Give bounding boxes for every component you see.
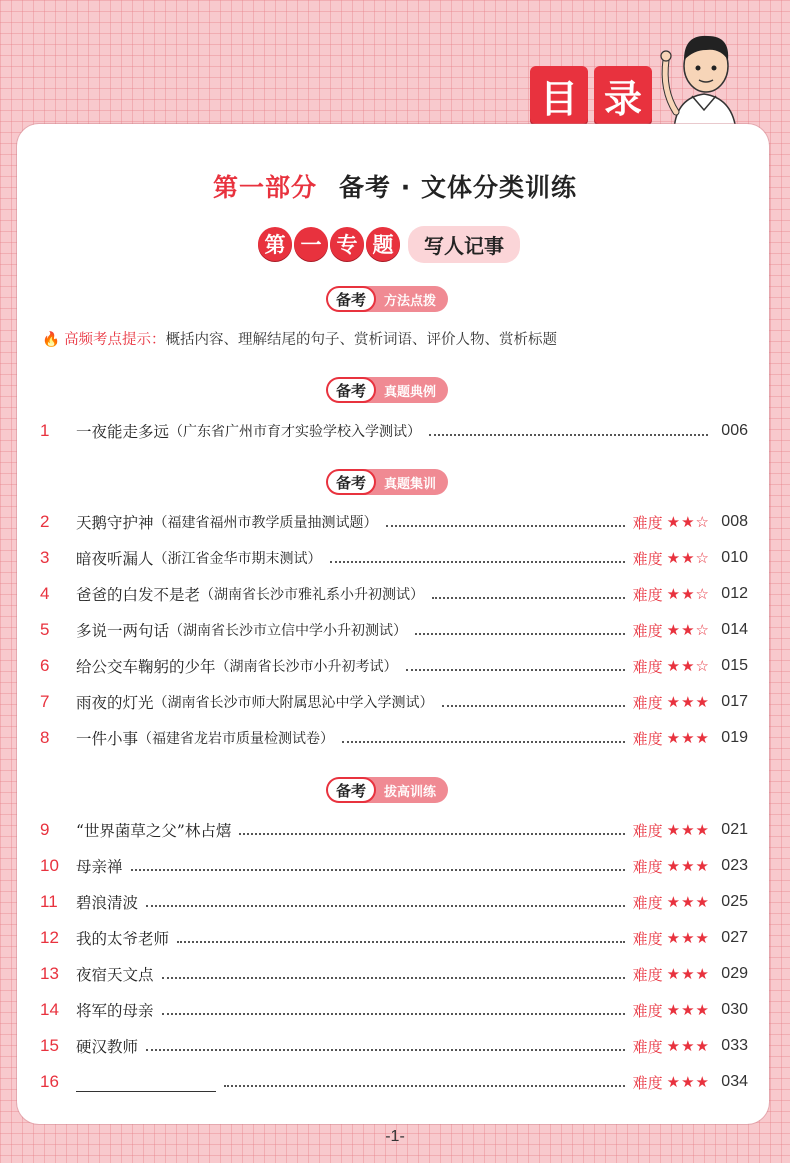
entry-page: 025	[721, 893, 748, 910]
leader-dots	[429, 434, 708, 436]
entry-page: 006	[721, 422, 748, 439]
topic-char: 第	[258, 227, 292, 261]
leader-dots	[432, 597, 625, 599]
entry-title: 天鹅守护神	[76, 514, 154, 532]
entry-source: （福建省福州市教学质量抽测试题）	[153, 515, 378, 531]
section-left: 备考	[326, 777, 376, 803]
entry-number: 1	[40, 421, 50, 440]
section-left: 备考	[326, 377, 376, 403]
entry-source: （湖南省长沙市师大附属思沁中学入学测试）	[153, 695, 434, 711]
leader-dots	[239, 833, 624, 835]
toc-entry-5[interactable]	[40, 615, 748, 645]
entry-source: （福建省龙岩市质量检测试卷）	[138, 731, 335, 747]
difficulty-stars: ★★☆	[666, 549, 710, 567]
difficulty-label: 难度	[632, 1037, 663, 1056]
entry-title: 一件小事	[76, 730, 139, 748]
topic-name: 写人记事	[408, 226, 520, 263]
entry-page: 030	[721, 1001, 748, 1018]
difficulty-label: 难度	[632, 549, 663, 568]
part-title	[0, 168, 790, 204]
difficulty-stars: ★★★	[666, 821, 710, 839]
difficulty-label: 难度	[632, 1001, 663, 1020]
entry-title: 碧浪清波	[76, 894, 139, 912]
entry-page: 034	[721, 1073, 748, 1090]
topic-char: 题	[366, 227, 400, 261]
difficulty-stars: ★★★	[666, 1001, 710, 1019]
boy-pointing-icon	[654, 20, 754, 130]
part-name: 备考 · 文体分类训练	[339, 173, 577, 202]
entry-source: （浙江省金华市期末测试）	[153, 551, 322, 567]
leader-dots	[415, 633, 625, 635]
entry-number: 14	[40, 1000, 59, 1019]
difficulty-label: 难度	[632, 893, 663, 912]
section-practice	[326, 469, 448, 495]
entry-number: 11	[40, 892, 58, 911]
entry-page: 008	[721, 513, 748, 530]
entry-page: 021	[721, 821, 748, 838]
difficulty-stars: ★★★	[666, 965, 710, 983]
toc-entry-16[interactable]	[40, 1067, 748, 1097]
toc-entry-7[interactable]	[40, 687, 748, 717]
toc-entry-9[interactable]	[40, 815, 748, 845]
entry-number: 7	[40, 692, 50, 711]
section-right: 拔高训练	[384, 784, 437, 800]
leader-dots	[131, 869, 625, 871]
entry-page: 019	[721, 729, 748, 746]
entry-title: 我的太爷老师	[76, 930, 170, 948]
entry-number: 3	[40, 548, 50, 567]
leader-dots	[330, 561, 625, 563]
toc-entry-2[interactable]	[40, 507, 748, 537]
leader-dots	[406, 669, 625, 671]
part-label: 第一部分	[213, 173, 318, 202]
entry-number: 4	[40, 584, 50, 603]
difficulty-stars: ★★☆	[666, 585, 710, 603]
contents-char-1: 目	[530, 66, 588, 124]
difficulty-label: 难度	[632, 1073, 663, 1092]
entry-page: 012	[721, 585, 748, 602]
entry-source: （湖南省长沙市雅礼系小升初测试）	[200, 587, 425, 603]
entry-title: 硬汉教师	[76, 1038, 139, 1056]
difficulty-label: 难度	[632, 965, 663, 984]
difficulty-label: 难度	[632, 621, 663, 640]
entry-title: 母亲禅	[76, 858, 123, 876]
topic-char: 一	[294, 227, 328, 261]
difficulty-stars: ★★☆	[666, 657, 710, 675]
entry-number: 13	[40, 964, 59, 983]
entry-number: 6	[40, 656, 50, 675]
toc-entry-14[interactable]	[40, 995, 748, 1025]
difficulty-label: 难度	[632, 657, 663, 676]
toc-entry-6[interactable]	[40, 651, 748, 681]
entry-title: 暗夜听漏人	[76, 550, 154, 568]
hint-label: 高频考点提示：	[64, 332, 166, 348]
entry-number: 8	[40, 728, 50, 747]
hint-line	[42, 328, 557, 349]
difficulty-stars: ★★★	[666, 693, 710, 711]
toc-entry-13[interactable]	[40, 959, 748, 989]
entry-page: 015	[721, 657, 748, 674]
difficulty-label: 难度	[632, 693, 663, 712]
section-method	[326, 286, 448, 312]
leader-dots	[162, 1013, 625, 1015]
difficulty-label: 难度	[632, 857, 663, 876]
leader-dots	[146, 905, 625, 907]
section-right: 真题典例	[384, 384, 437, 400]
section-left: 备考	[326, 469, 376, 495]
hint-text: 概括内容、理解结尾的句子、赏析词语、评价人物、赏析标题	[165, 332, 558, 348]
entry-source: （湖南省长沙市小升初考试）	[215, 659, 398, 675]
entry-title: 雨夜的灯光	[76, 694, 154, 712]
toc-entry-15[interactable]	[40, 1031, 748, 1061]
entry-page: 027	[721, 929, 748, 946]
entry-source: （湖南省长沙市立信中学小升初测试）	[169, 623, 408, 639]
entry-title: 爸爸的白发不是老	[76, 586, 201, 604]
toc-entry-11[interactable]	[40, 887, 748, 917]
contents-badge	[530, 66, 652, 124]
blank-title-line[interactable]	[76, 1073, 216, 1092]
entry-number: 15	[40, 1036, 59, 1055]
difficulty-label: 难度	[632, 729, 663, 748]
entry-title: 一夜能走多远	[76, 423, 170, 441]
difficulty-label: 难度	[632, 513, 663, 532]
entry-page: 029	[721, 965, 748, 982]
section-left: 备考	[326, 286, 376, 312]
difficulty-label: 难度	[632, 821, 663, 840]
section-right: 真题集训	[384, 476, 437, 492]
difficulty-stars: ★★★	[666, 729, 710, 747]
difficulty-stars: ★★★	[666, 929, 710, 947]
fire-icon: 🔥	[42, 332, 61, 348]
leader-dots	[386, 525, 625, 527]
entry-number: 9	[40, 820, 50, 839]
entry-title: 将军的母亲	[76, 1002, 154, 1020]
difficulty-stars: ★★★	[666, 1037, 710, 1055]
leader-dots	[224, 1085, 625, 1087]
difficulty-stars: ★★★	[666, 893, 710, 911]
toc-entry-1[interactable]	[40, 416, 748, 446]
toc-entry-3[interactable]	[40, 543, 748, 573]
section-examples	[326, 377, 448, 403]
difficulty-label: 难度	[632, 929, 663, 948]
difficulty-stars: ★★☆	[666, 621, 710, 639]
entry-number: 12	[40, 928, 59, 947]
entry-number: 2	[40, 512, 50, 531]
entry-number: 10	[40, 856, 59, 875]
entry-page: 010	[721, 549, 748, 566]
difficulty-stars: ★★★	[666, 857, 710, 875]
page-number: -1-	[385, 1128, 405, 1145]
leader-dots	[442, 705, 625, 707]
leader-dots	[146, 1049, 625, 1051]
entry-title: “世界菌草之父”林占熺	[76, 822, 232, 840]
difficulty-stars: ★★☆	[666, 513, 710, 531]
entry-title: 给公交车鞠躬的少年	[76, 658, 216, 676]
topic-char: 专	[330, 227, 364, 261]
difficulty-label: 难度	[632, 585, 663, 604]
section-right: 方法点拨	[384, 293, 437, 309]
entry-number: 16	[40, 1072, 59, 1091]
leader-dots	[177, 941, 625, 943]
toc-entry-8[interactable]	[40, 723, 748, 753]
toc-entry-4[interactable]	[40, 579, 748, 609]
entry-page: 023	[721, 857, 748, 874]
topic-banner	[258, 224, 520, 264]
toc-entry-10[interactable]	[40, 851, 748, 881]
entry-page: 017	[721, 693, 748, 710]
toc-entry-12[interactable]	[40, 923, 748, 953]
entry-page: 033	[721, 1037, 748, 1054]
section-advanced	[326, 777, 448, 803]
contents-char-2: 录	[594, 66, 652, 124]
entry-source: （广东省广州市育才实验学校入学测试）	[169, 424, 422, 440]
entry-title: 夜宿天文点	[76, 966, 154, 984]
entry-page: 014	[721, 621, 748, 638]
difficulty-stars: ★★★	[666, 1073, 710, 1091]
entry-title: 多说一两句话	[76, 622, 170, 640]
leader-dots	[162, 977, 625, 979]
entry-number: 5	[40, 620, 50, 639]
leader-dots	[342, 741, 625, 743]
